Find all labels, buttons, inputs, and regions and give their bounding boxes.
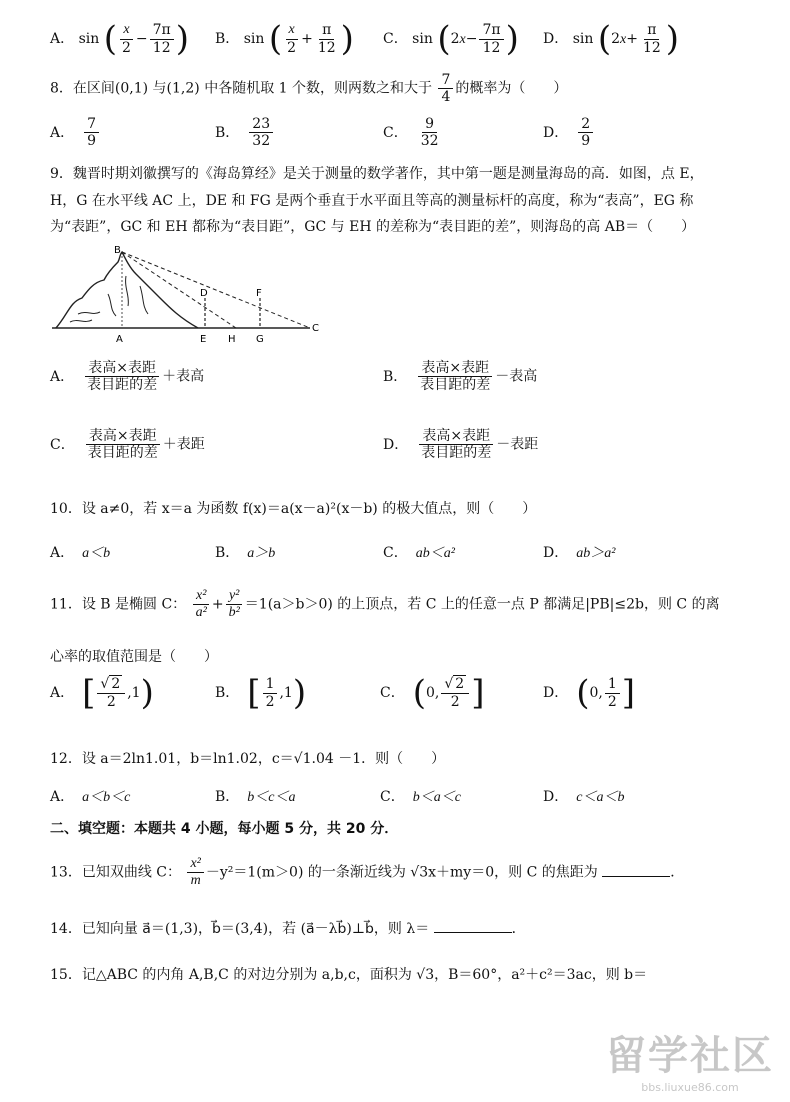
q8-stem: 8．在区间(0,1) 与(1,2) 中各随机取 1 个数，则两数之和大于 $\frac{7}{4}$ 的概率为（ ） — [50, 72, 568, 106]
label-b: B — [114, 245, 121, 256]
answer-blank[interactable] — [602, 862, 670, 877]
q11-options — [0, 673, 790, 724]
q11-line-2: 心率的取值范围是（ ） — [50, 649, 218, 665]
q7-option-d: D． sin (2x+ $\frac{\pi}{12}$ ) — [543, 19, 680, 59]
section-heading: 二、填空题：本题共 4 小题，每小题 5 分，共 20 分． — [50, 821, 399, 837]
q10-option-a: A． a＜b — [50, 545, 111, 561]
island-figure — [48, 244, 338, 354]
q13-stem: 13．已知双曲线 C： $\frac{\text{x²}}{m}$ －y²＝1(m＞0) 的一条渐近线为 √3x＋my＝0，则 C 的焦距为 ． — [50, 856, 685, 889]
option-label: C． — [383, 31, 408, 47]
q7-option-c: C． sin (2x− $\frac{7\pi}{12}$ ) — [383, 19, 519, 59]
q9-option-a: A． $\frac{\text{表高×表距}}{\text{表目距的差}}$ ＋表高 — [50, 360, 205, 394]
q10-option-c: C． ab＜a² — [383, 545, 455, 561]
q11-option-d: D． (0, $\frac{1}{2}$ ] — [543, 673, 636, 713]
q8-options — [0, 116, 790, 160]
q10-options — [0, 542, 790, 564]
watermark: 留学社区 bbs.liuxue86.com — [606, 1033, 774, 1094]
option-label: A． — [50, 31, 75, 47]
q15-stem: 15．记△ABC 的内角 A,B,C 的对边分别为 a,b,c，面积为 √3，B＝60°，a²＋c²＝3ac，则 b＝ — [50, 967, 648, 983]
label-e: E — [200, 334, 207, 345]
q7-option-a: A． sin ( $\frac{x}{2}$ − $\frac{7\pi}{12}$ ) — [50, 19, 190, 59]
q9-options-row-1 — [0, 360, 790, 406]
answer-blank[interactable] — [434, 918, 512, 933]
option-label: B． — [215, 31, 240, 47]
q7-option-b: B． sin ( $\frac{x}{2}$ + $\frac{\pi}{12}$ ) — [215, 19, 354, 59]
q12-option-c: C． b＜a＜c — [380, 789, 461, 805]
q11-stem: 11．设 B 是椭圆 C： $\frac{\text{x²}}{\text{a²}}$ + $\frac{\text{y²}}{\text{b²}}$ ＝1(a＞b＞0) 的上顶点，若 C 上的任意一点 P 都满足|PB|≤2b，则 C 的离 — [50, 588, 720, 621]
q11-option-c: C． (0, $\frac{√ 2}{2}$ ] — [380, 673, 485, 713]
q10-option-b: B． a＞b — [215, 545, 276, 561]
label-a: A — [116, 334, 123, 345]
q9-option-c: C． $\frac{\text{表高×表距}}{\text{表目距的差}}$ ＋表距 — [50, 428, 205, 462]
q9-line-3: 为“表距”，GC 和 EH 都称为“表目距”，GC 与 EH 的差称为“表目距的差”，则海岛的高 AB＝（ ） — [50, 219, 696, 235]
q10-stem: 10．设 a≠0，若 x＝a 为函数 f(x)＝a(x－a)²(x－b) 的极大值点，则（ ） — [50, 501, 537, 517]
q8-option-b: B． $\frac{23}{32}$ — [215, 116, 275, 149]
q8-option-d: D． $\frac{2}{9}$ — [543, 116, 595, 149]
q12-option-d: D． c＜a＜b — [543, 789, 625, 805]
q9-line-1: 9．魏晋时期刘徽撰写的《海岛算经》是关于测量的数学著作，其中第一题是测量海岛的高．如图，点 E， — [50, 166, 704, 182]
q12-option-b: B． b＜c＜a — [215, 789, 296, 805]
q9-option-b: B． $\frac{\text{表高×表距}}{\text{表目距的差}}$ －表高 — [383, 360, 538, 394]
q10-option-d: D． ab＞a² — [543, 545, 616, 561]
q14-stem: 14．已知向量 a⃗＝(1,3)，b⃗＝(3,4)，若 (a⃗－λb⃗)⊥b⃗，则 λ＝ ． — [50, 918, 526, 938]
q9-options-row-2 — [0, 428, 790, 474]
q9-option-d: D． $\frac{\text{表高×表距}}{\text{表目距的差}}$ －表距 — [383, 428, 539, 462]
q9-line-2: H，G 在水平线 AC 上，DE 和 FG 是两个垂直于水平面且等高的测量标杆的高度，称为“表高”，EG 称 — [50, 193, 694, 209]
label-d: D — [200, 288, 208, 299]
label-f: F — [256, 288, 262, 299]
q12-stem: 12．设 a＝2ln1.01，b＝ln1.02，c＝√1.04 －1．则（ ） — [50, 751, 446, 767]
q8-option-a: A． $\frac{7}{9}$ — [50, 116, 101, 149]
label-h: H — [228, 334, 236, 345]
label-c: C — [312, 323, 319, 334]
label-g: G — [256, 334, 264, 345]
option-label: D． — [543, 31, 569, 47]
q12-options — [0, 786, 790, 808]
q11-option-a: A． [ $\frac{√ 2}{2}$ ,1) — [50, 673, 154, 713]
q12-option-a: A． a＜b＜c — [50, 789, 131, 805]
q7-options — [0, 18, 790, 62]
q11-option-b: B． [ $\frac{1}{2}$ ,1) — [215, 673, 307, 713]
q8-option-c: C． $\frac{9}{32}$ — [383, 116, 439, 150]
